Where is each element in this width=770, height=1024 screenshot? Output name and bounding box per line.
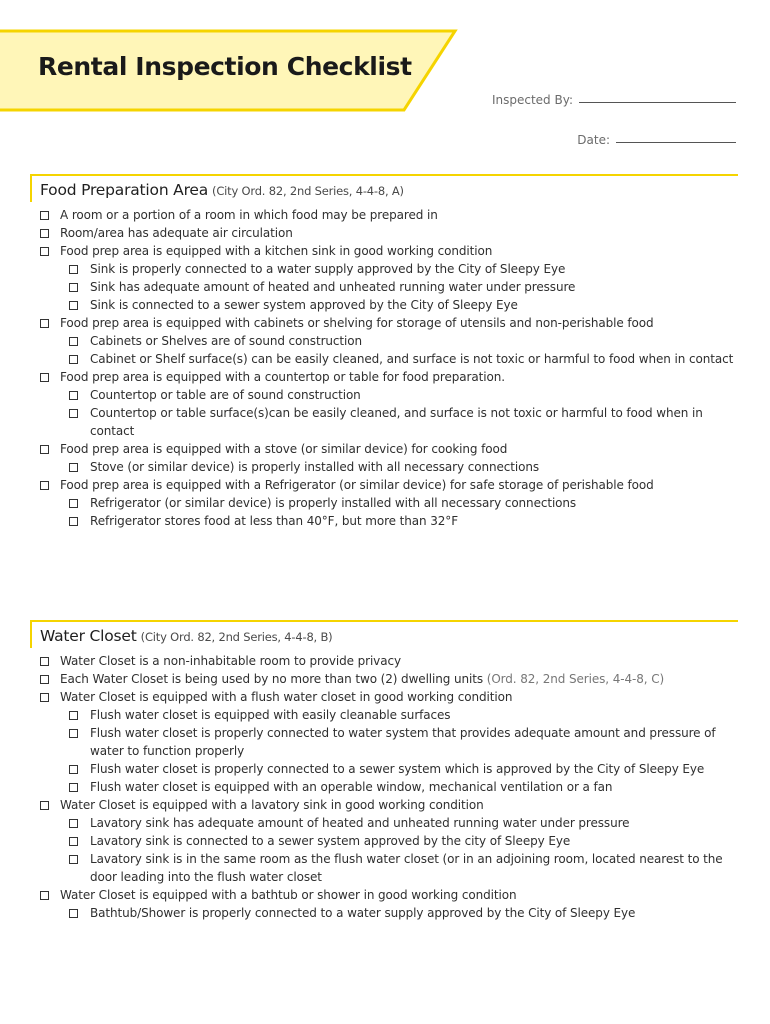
checkbox[interactable] [69, 463, 78, 472]
checklist-item [30, 242, 738, 260]
checklist-subitem [30, 332, 738, 350]
document-title: Rental Inspection Checklist [38, 52, 412, 81]
checklist-item [30, 652, 738, 670]
checkbox[interactable] [69, 855, 78, 864]
checkbox[interactable] [40, 801, 49, 810]
section-header [30, 620, 738, 648]
checklist-item-text: Lavatory sink is in the same room as the flush water closet (or in an adjoining room, located nearest to the door leading into the flush water closet [90, 852, 723, 884]
checklist-item-text: Sink has adequate amount of heated and unheated running water under pressure [90, 280, 576, 294]
checklist-item-text: Water Closet is equipped with a lavatory sink in good working condition [60, 798, 484, 812]
checklist [30, 652, 738, 922]
checkbox[interactable] [69, 909, 78, 918]
checklist-item-text: Flush water closet is equipped with easily cleanable surfaces [90, 708, 451, 722]
section-food-preparation [30, 174, 738, 526]
checklist-item-text: Countertop or table surface(s)can be easily cleaned, and surface is not toxic or harmful to food when in contact [90, 406, 703, 438]
checklist-item [30, 440, 738, 458]
checklist-item-text: Flush water closet is equipped with an operable window, mechanical ventilation or a fan [90, 780, 613, 794]
inspected-by-field[interactable] [492, 93, 736, 107]
checklist-item-text: Food prep area is equipped with a kitchen sink in good working condition [60, 244, 493, 258]
checklist-subitem [30, 494, 738, 512]
checklist-item [30, 206, 738, 224]
checklist-item-ref: (Ord. 82, 2nd Series, 4-4-8, C) [486, 672, 665, 686]
checklist-item-text: Each Water Closet is being used by no more than two (2) dwelling units [60, 672, 484, 686]
checklist-item-text: Water Closet is equipped with a bathtub or shower in good working condition [60, 888, 517, 902]
section-ref: (City Ord. 82, 2nd Series, 4-4-8, A) [212, 184, 404, 198]
checklist-item-text: Water Closet is a non-inhabitable room to provide privacy [60, 654, 401, 668]
checkbox[interactable] [69, 711, 78, 720]
checklist-item-text: Food prep area is equipped with a Refrigerator (or similar device) for safe storage of perishable food [60, 478, 654, 492]
checklist-item-text: Food prep area is equipped with cabinets or shelving for storage of utensils and non-perishable food [60, 316, 654, 330]
checklist-item-text: Bathtub/Shower is properly connected to a water supply approved by the City of Sleepy Eye [90, 906, 636, 920]
checklist-subitem [30, 706, 738, 724]
date-line[interactable] [616, 141, 736, 143]
section-header [30, 174, 738, 202]
checkbox[interactable] [69, 283, 78, 292]
checklist-item-text: Lavatory sink has adequate amount of heated and unheated running water under pressure [90, 816, 630, 830]
checkbox[interactable] [40, 445, 49, 454]
checkbox[interactable] [40, 247, 49, 256]
checklist [30, 206, 738, 530]
checkbox[interactable] [69, 765, 78, 774]
checklist-item [30, 314, 738, 332]
checklist-item [30, 224, 738, 242]
checklist-item [30, 476, 738, 494]
checkbox[interactable] [69, 337, 78, 346]
checkbox[interactable] [69, 499, 78, 508]
checkbox[interactable] [40, 373, 49, 382]
inspected-by-line[interactable] [579, 101, 736, 103]
date-label: Date: [577, 133, 610, 147]
checklist-item [30, 688, 738, 706]
checkbox[interactable] [40, 693, 49, 702]
checkbox[interactable] [69, 819, 78, 828]
checkbox[interactable] [40, 319, 49, 328]
checkbox[interactable] [40, 657, 49, 666]
checklist-item-text: Refrigerator (or similar device) is properly installed with all necessary connections [90, 496, 577, 510]
checkbox[interactable] [40, 675, 49, 684]
checklist-subitem [30, 458, 738, 476]
checklist-subitem [30, 778, 738, 796]
checklist-subitem [30, 260, 738, 278]
checklist-item-text: Flush water closet is properly connected to water system that provides adequate amount and pressure of water to function properly [90, 726, 716, 758]
checkbox[interactable] [69, 729, 78, 738]
inspected-by-label: Inspected By: [491, 93, 573, 107]
checklist-subitem [30, 404, 738, 440]
checkbox[interactable] [40, 481, 49, 490]
checklist-item-text: Lavatory sink is connected to a sewer system approved by the city of Sleepy Eye [90, 834, 571, 848]
checkbox[interactable] [40, 891, 49, 900]
checkbox[interactable] [40, 211, 49, 220]
section-title: Water Closet (City Ord. 82, 2nd Series, 4-4-8, B) [40, 627, 333, 645]
checklist-subitem [30, 760, 738, 778]
checklist-subitem [30, 832, 738, 850]
checklist-item-text: Water Closet is equipped with a flush water closet in good working condition [60, 690, 513, 704]
checkbox[interactable] [69, 517, 78, 526]
checklist-item-text: Sink is properly connected to a water supply approved by the City of Sleepy Eye [90, 262, 566, 276]
checklist-subitem [30, 850, 738, 886]
checklist-subitem [30, 278, 738, 296]
checkbox[interactable] [40, 229, 49, 238]
checklist-item-text: Refrigerator stores food at less than 40°F, but more than 32°F [90, 514, 459, 528]
checkbox[interactable] [69, 265, 78, 274]
checklist-item-text: Food prep area is equipped with a stove (or similar device) for cooking food [60, 442, 508, 456]
section-title: Food Preparation Area (City Ord. 82, 2nd Series, 4-4-8, A) [40, 181, 404, 199]
checklist-item-text: Flush water closet is properly connected to a sewer system which is approved by the City of Sleepy Eye [90, 762, 705, 776]
section-ref: (City Ord. 82, 2nd Series, 4-4-8, B) [140, 630, 333, 644]
checkbox[interactable] [69, 391, 78, 400]
section-water-closet [30, 620, 738, 918]
date-field[interactable] [577, 133, 736, 147]
checklist-item [30, 886, 738, 904]
checklist-subitem [30, 904, 738, 922]
checkbox[interactable] [69, 409, 78, 418]
checklist-subitem [30, 350, 738, 368]
checklist-item-text: A room or a portion of a room in which food may be prepared in [60, 208, 438, 222]
checklist-item [30, 670, 738, 688]
checklist-item-text: Countertop or table are of sound construction [90, 388, 361, 402]
checkbox[interactable] [69, 837, 78, 846]
checklist-subitem [30, 386, 738, 404]
checklist-subitem [30, 724, 738, 760]
checklist-item [30, 368, 738, 386]
checklist-item-text: Stove (or similar device) is properly installed with all necessary connections [90, 460, 539, 474]
checklist-item-text: Cabinet or Shelf surface(s) can be easily cleaned, and surface is not toxic or harmful to food when in contact [90, 352, 734, 366]
checklist-item-text: Food prep area is equipped with a countertop or table for food preparation. [60, 370, 505, 384]
checkbox[interactable] [69, 355, 78, 364]
checklist-subitem [30, 296, 738, 314]
checklist-subitem [30, 814, 738, 832]
checkbox[interactable] [69, 783, 78, 792]
checklist-subitem [30, 512, 738, 530]
checklist-item-text: Cabinets or Shelves are of sound construction [90, 334, 362, 348]
checklist-item [30, 796, 738, 814]
checkbox[interactable] [69, 301, 78, 310]
checklist-item-text: Sink is connected to a sewer system approved by the City of Sleepy Eye [90, 298, 518, 312]
checklist-item-text: Room/area has adequate air circulation [60, 226, 293, 240]
